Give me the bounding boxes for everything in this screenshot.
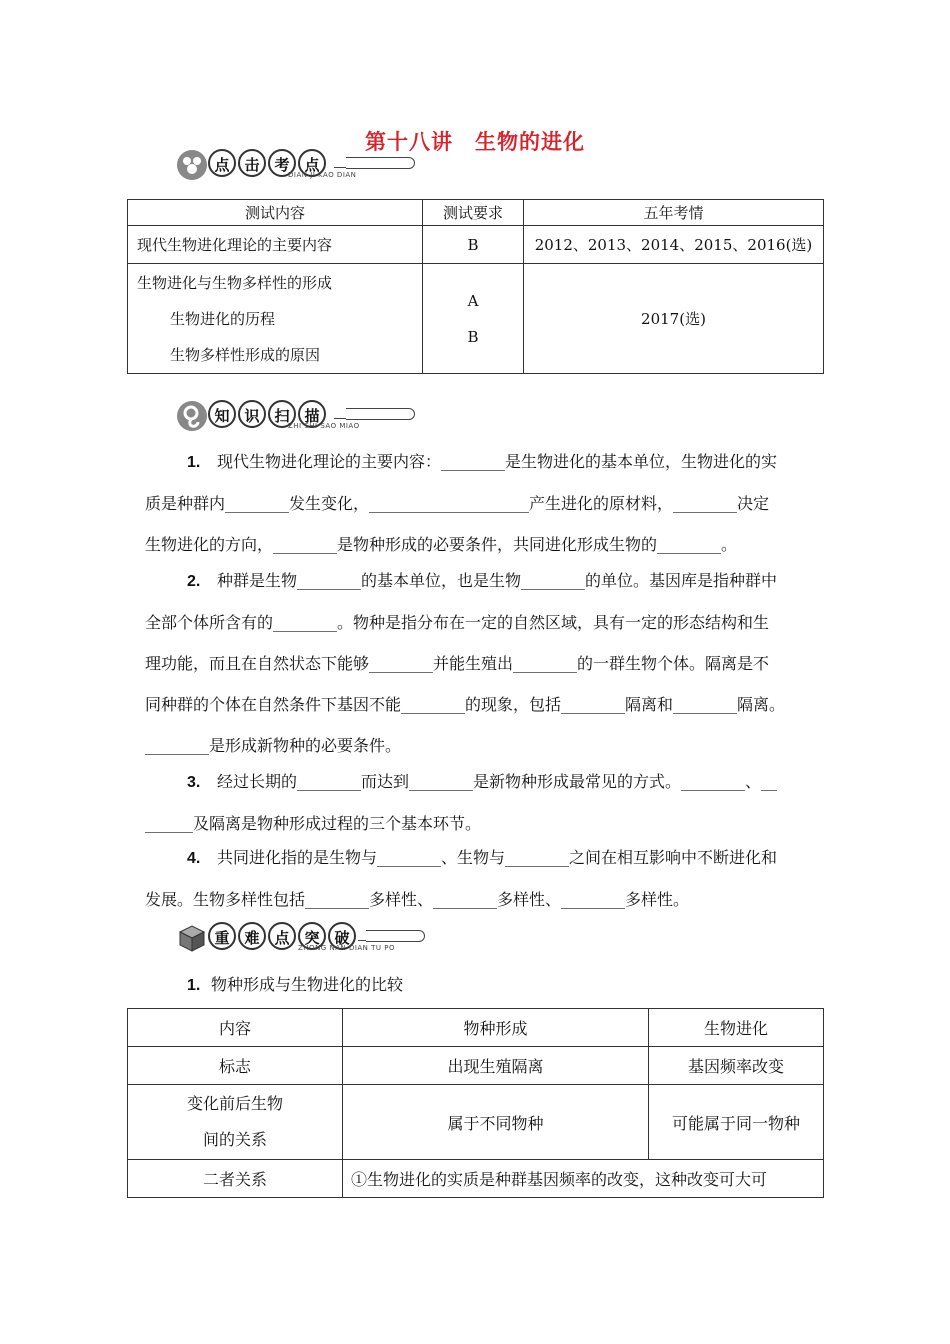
knowledge-item-4 — [145, 837, 810, 920]
table-header: 五年考情 — [524, 200, 824, 226]
text-line: 生物进化的方向，________是物种形成的必要条件，共同进化形成生物的________。 — [145, 535, 738, 554]
table-cell: B — [423, 226, 524, 264]
people-icon — [176, 149, 208, 181]
table-cell — [128, 264, 423, 374]
table-cell — [423, 264, 524, 374]
divider-hook — [366, 930, 425, 942]
badge-char: 点 — [208, 149, 236, 177]
badge-char: 知 — [208, 400, 236, 428]
table-cell: 2017(选) — [524, 264, 824, 374]
text-line: 同种群的个体在自然条件下基因不能________的现象，包括________隔离和________隔离。 — [145, 695, 786, 714]
text-line: 种群是生物________的基本单位，也是生物________的单位。基因库是指种群中 — [217, 571, 778, 590]
row-label-line: 间的关系 — [202, 1130, 267, 1149]
text-line: 共同进化指的是生物与________、生物与________之间在相互影响中不断进化和 — [217, 848, 778, 867]
text-line: 理功能，而且在自然状态下能够________并能生殖出________的一群生物个体。隔离是不 — [145, 654, 770, 673]
badge-char: 击 — [238, 149, 266, 177]
subheading — [187, 973, 403, 998]
badge-char: 破 — [328, 922, 356, 950]
magnifier-icon — [176, 400, 208, 432]
divider-hook — [346, 408, 415, 420]
knowledge-item-2 — [145, 560, 810, 766]
table-cell: 现代生物进化理论的主要内容 — [128, 226, 423, 264]
topic-main: 生物进化与生物多样性的形成 — [137, 273, 333, 292]
text-line: ______及隔离是物种形成过程的三个基本环节。 — [145, 814, 482, 833]
section-badge-key-difficulties — [176, 918, 428, 958]
table-header: 测试内容 — [128, 200, 423, 226]
text-line: 经过长期的________而达到________是新物种形成最常见的方式。________、__ — [217, 772, 778, 791]
section-badge-knowledge-scan — [176, 396, 416, 436]
table-cell: 2012、2013、2014、2015、2016(选) — [524, 226, 824, 264]
table-header: 生物进化 — [649, 1009, 824, 1047]
badge-char: 难 — [238, 922, 266, 950]
table-cell: 二者关系 — [128, 1160, 343, 1198]
section-pinyin: DIAN JI KAO DIAN — [288, 171, 357, 179]
table-cell — [128, 1085, 343, 1160]
section-pinyin: ZHONG NAN DIAN TU PO — [298, 944, 396, 952]
topic-sub: 生物进化的历程 — [170, 309, 276, 328]
badge-char: 扫 — [268, 400, 296, 428]
badge-char: 描 — [298, 400, 326, 428]
comparison-table — [127, 1008, 824, 1198]
item-number: 1. — [187, 454, 201, 471]
table-header: 内容 — [128, 1009, 343, 1047]
text-line: 发展。生物多样性包括________多样性、________多样性、________多样性。 — [145, 890, 690, 909]
exam-table — [127, 199, 824, 374]
table-header: 物种形成 — [343, 1009, 649, 1047]
table-cell: 可能属于同一物种 — [649, 1085, 824, 1160]
section-badge-exam-points — [176, 145, 416, 185]
badge-char: 考 — [268, 149, 296, 177]
topic-sub: 生物多样性形成的原因 — [170, 345, 321, 364]
requirement: B — [467, 327, 479, 346]
row-label-line: 变化前后生物 — [186, 1094, 283, 1113]
table-header: 测试要求 — [423, 200, 524, 226]
table-cell: 属于不同物种 — [343, 1085, 649, 1160]
knowledge-item-1 — [145, 441, 810, 565]
divider — [334, 167, 346, 168]
item-number: 1. — [187, 977, 201, 994]
requirement: A — [467, 291, 479, 310]
text-line: 现代生物进化理论的主要内容：________是生物进化的基本单位，生物进化的实 — [217, 452, 778, 471]
divider — [358, 940, 366, 941]
page-title: 第十八讲 生物的进化 — [365, 129, 585, 154]
knowledge-item-3 — [145, 761, 810, 844]
item-number: 3. — [187, 774, 201, 791]
subheading-text: 物种形成与生物进化的比较 — [211, 975, 404, 994]
badge-char: 点 — [298, 149, 326, 177]
badge-char: 重 — [208, 922, 236, 950]
badge-char: 点 — [268, 922, 296, 950]
item-number: 2. — [187, 573, 201, 590]
text-line: ________是形成新物种的必要条件。 — [145, 736, 402, 755]
text-line: 全部个体所含有的________。物种是指分布在一定的自然区域，具有一定的形态结构和生 — [145, 613, 770, 632]
text-line: 质是种群内________发生变化，____________________产生进化的原材料，________决定 — [145, 494, 770, 513]
table-cell: 出现生殖隔离 — [343, 1047, 649, 1085]
divider-hook — [346, 157, 415, 169]
cube-icon — [176, 922, 208, 954]
table-cell: 基因频率改变 — [649, 1047, 824, 1085]
item-number: 4. — [187, 850, 201, 867]
divider — [334, 418, 346, 419]
section-pinyin: ZHI SHI SAO MIAO — [288, 422, 360, 430]
table-cell: ①生物进化的实质是种群基因频率的改变，这种改变可大可 — [343, 1160, 824, 1198]
badge-char: 识 — [238, 400, 266, 428]
badge-char: 突 — [298, 922, 326, 950]
table-cell: 标志 — [128, 1047, 343, 1085]
